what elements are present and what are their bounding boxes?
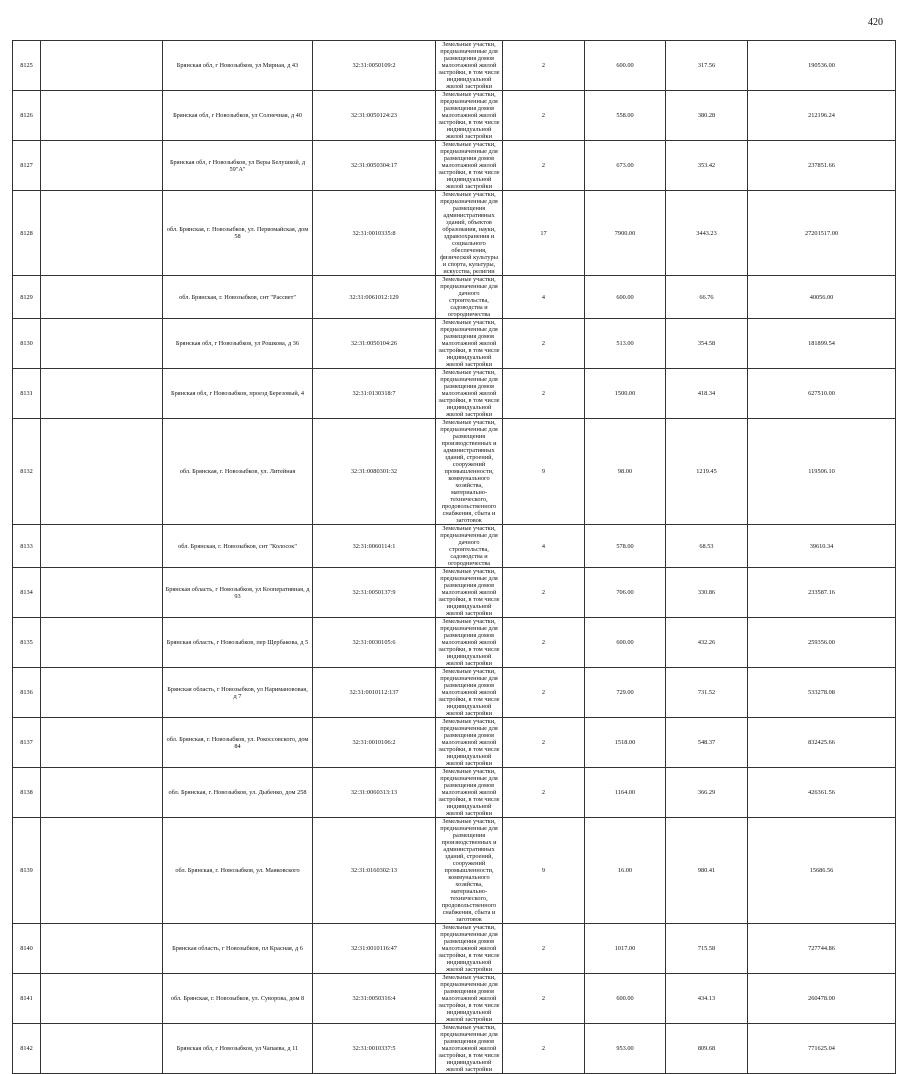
table-row [13, 41, 896, 91]
address-cell: Брянская обл, г Новозыбков, ул Мирная, д 43 [163, 41, 313, 91]
address-cell: Брянская обл, г Новозыбков, проезд Березовый, 4 [163, 369, 313, 419]
group-cell: 9 [503, 419, 585, 525]
unit-value-cell: 548.37 [666, 718, 748, 768]
table-row [13, 91, 896, 141]
unit-value-cell: 353.42 [666, 141, 748, 191]
land-use-cell: Земельные участки, предназначенные для дачного строительства, садоводства и огородничества [436, 276, 503, 319]
unit-value-cell: 380.28 [666, 91, 748, 141]
group-cell: 17 [503, 191, 585, 276]
land-use-cell: Земельные участки, предназначенные для дачного строительства, садоводства и огородничества [436, 525, 503, 568]
cadastral-number-cell: 32:31:0060313:13 [313, 768, 436, 818]
table-row [13, 974, 896, 1024]
address-cell: Брянская область, г Новозыбков, ул Нариманововая, д 7 [163, 668, 313, 718]
table-row [13, 276, 896, 319]
cadastral-value-cell: 771625.04 [748, 1024, 896, 1074]
cadastral-number-cell: 32:31:0080301:32 [313, 419, 436, 525]
unit-value-cell: 3443.23 [666, 191, 748, 276]
area-cell: 729.00 [585, 668, 666, 718]
cadastral-number-cell: 32:31:0010116:47 [313, 924, 436, 974]
area-cell: 1500.00 [585, 369, 666, 419]
area-cell: 600.00 [585, 618, 666, 668]
group-cell: 2 [503, 319, 585, 369]
table-body [13, 41, 896, 1074]
row-number: 8140 [13, 924, 41, 974]
area-cell: 953.00 [585, 1024, 666, 1074]
group-cell: 4 [503, 525, 585, 568]
area-cell: 16.00 [585, 818, 666, 924]
cadastral-value-cell: 533278.08 [748, 668, 896, 718]
cadastral-number-cell: 32:31:0010106:2 [313, 718, 436, 768]
cadastral-value-cell: 119506.10 [748, 419, 896, 525]
cadastral-value-table [12, 40, 896, 1074]
group-cell: 2 [503, 668, 585, 718]
cadastral-number-cell: 32:31:0050316:4 [313, 974, 436, 1024]
cadastral-value-cell: 832425.66 [748, 718, 896, 768]
table-row [13, 818, 896, 924]
group-cell: 2 [503, 718, 585, 768]
group-cell: 2 [503, 91, 585, 141]
cadastral-number-cell: 32:31:0010337:5 [313, 1024, 436, 1074]
land-use-cell: Земельные участки, предназначенные для размещения домов малоэтажной жилой застройки, в том числе индивидуальной жилой застройки [436, 618, 503, 668]
unit-value-cell: 317.56 [666, 41, 748, 91]
table-row [13, 568, 896, 618]
cadastral-value-cell: 27201517.00 [748, 191, 896, 276]
group-cell: 2 [503, 618, 585, 668]
blank-cell [41, 525, 163, 568]
land-use-cell: Земельные участки, предназначенные для размещения домов малоэтажной жилой застройки, в том числе индивидуальной жилой застройки [436, 974, 503, 1024]
cadastral-number-cell: 32:31:0050304:17 [313, 141, 436, 191]
group-cell: 2 [503, 369, 585, 419]
row-number: 8139 [13, 818, 41, 924]
land-use-cell: Земельные участки, предназначенные для размещения домов малоэтажной жилой застройки, в том числе индивидуальной жилой застройки [436, 141, 503, 191]
unit-value-cell: 1219.45 [666, 419, 748, 525]
blank-cell [41, 91, 163, 141]
cadastral-number-cell: 32:31:0050104:26 [313, 319, 436, 369]
blank-cell [41, 668, 163, 718]
unit-value-cell: 68.53 [666, 525, 748, 568]
blank-cell [41, 191, 163, 276]
land-use-cell: Земельные участки, предназначенные для размещения домов малоэтажной жилой застройки, в том числе индивидуальной жилой застройки [436, 41, 503, 91]
group-cell: 2 [503, 974, 585, 1024]
table-row [13, 419, 896, 525]
blank-cell [41, 924, 163, 974]
land-use-cell: Земельные участки, предназначенные для размещения домов малоэтажной жилой застройки, в том числе индивидуальной жилой застройки [436, 768, 503, 818]
blank-cell [41, 568, 163, 618]
cadastral-value-cell: 259356.00 [748, 618, 896, 668]
row-number: 8134 [13, 568, 41, 618]
group-cell: 2 [503, 924, 585, 974]
area-cell: 1518.00 [585, 718, 666, 768]
address-cell: Брянская обл, г Новозыбков, ул Чапаева, д 11 [163, 1024, 313, 1074]
blank-cell [41, 974, 163, 1024]
area-cell: 98.00 [585, 419, 666, 525]
cadastral-number-cell: 32:31:0030105:6 [313, 618, 436, 668]
blank-cell [41, 41, 163, 91]
row-number: 8129 [13, 276, 41, 319]
address-cell: Брянская область, г Новозыбков, пер Щербакова, д 5 [163, 618, 313, 668]
cadastral-number-cell: 32:31:0010112:137 [313, 668, 436, 718]
cadastral-number-cell: 32:31:0010335:8 [313, 191, 436, 276]
group-cell: 2 [503, 768, 585, 818]
unit-value-cell: 731.52 [666, 668, 748, 718]
address-cell: Брянская область, г Новозыбков, пл Красная, д 6 [163, 924, 313, 974]
row-number: 8127 [13, 141, 41, 191]
row-number: 8138 [13, 768, 41, 818]
group-cell: 2 [503, 568, 585, 618]
unit-value-cell: 434.13 [666, 974, 748, 1024]
area-cell: 600.00 [585, 974, 666, 1024]
table-row [13, 618, 896, 668]
table-row [13, 141, 896, 191]
cadastral-number-cell: 32:31:0050124:23 [313, 91, 436, 141]
address-cell: обл. Брянская, г. Новозыбков, снт "Колосок" [163, 525, 313, 568]
group-cell: 2 [503, 1024, 585, 1074]
unit-value-cell: 418.34 [666, 369, 748, 419]
group-cell: 2 [503, 141, 585, 191]
table-row [13, 1024, 896, 1074]
land-use-cell: Земельные участки, предназначенные для размещения домов малоэтажной жилой застройки, в том числе индивидуальной жилой застройки [436, 668, 503, 718]
cadastral-value-cell: 627510.00 [748, 369, 896, 419]
address-cell: Брянская область, г Новозыбков, ул Кооперативная, д 93 [163, 568, 313, 618]
cadastral-value-cell: 727744.86 [748, 924, 896, 974]
blank-cell [41, 718, 163, 768]
blank-cell [41, 319, 163, 369]
blank-cell [41, 618, 163, 668]
cadastral-number-cell: 32:31:0061012:129 [313, 276, 436, 319]
cadastral-number-cell: 32:31:0130318:7 [313, 369, 436, 419]
land-use-cell: Земельные участки, предназначенные для размещения производственных и административных зданий, строений, сооружений промышленности, коммунального хозяйства, материально-технического, продовольственного снабжения, сбыта и заготовок [436, 818, 503, 924]
land-use-cell: Земельные участки, предназначенные для размещения домов малоэтажной жилой застройки, в том числе индивидуальной жилой застройки [436, 924, 503, 974]
table-row [13, 319, 896, 369]
cadastral-number-cell: 32:31:0050109:2 [313, 41, 436, 91]
land-use-cell: Земельные участки, предназначенные для размещения домов малоэтажной жилой застройки, в том числе индивидуальной жилой застройки [436, 1024, 503, 1074]
blank-cell [41, 419, 163, 525]
land-use-cell: Земельные участки, предназначенные для размещения домов малоэтажной жилой застройки, в том числе индивидуальной жилой застройки [436, 718, 503, 768]
group-cell: 9 [503, 818, 585, 924]
blank-cell [41, 369, 163, 419]
address-cell: обл. Брянская, г. Новозыбков, ул. Маяковского [163, 818, 313, 924]
land-use-cell: Земельные участки, предназначенные для размещения производственных и административных зданий, строений, сооружений промышленности, коммунального хозяйства, материально-технического, продовольственного снабжения, сбыта и заготовок [436, 419, 503, 525]
address-cell: обл. Брянская, г. Новозыбков, ул. Суворова, дом 8 [163, 974, 313, 1024]
blank-cell [41, 818, 163, 924]
area-cell: 600.00 [585, 276, 666, 319]
row-number: 8128 [13, 191, 41, 276]
land-use-cell: Земельные участки, предназначенные для размещения домов малоэтажной жилой застройки, в том числе индивидуальной жилой застройки [436, 369, 503, 419]
unit-value-cell: 66.76 [666, 276, 748, 319]
unit-value-cell: 432.26 [666, 618, 748, 668]
cadastral-value-cell: 212196.24 [748, 91, 896, 141]
land-use-cell: Земельные участки, предназначенные для размещения домов малоэтажной жилой застройки, в том числе индивидуальной жилой застройки [436, 91, 503, 141]
row-number: 8142 [13, 1024, 41, 1074]
row-number: 8132 [13, 419, 41, 525]
address-cell: обл. Брянская, г. Новозыбков, ул. Дыбенко, дом 258 [163, 768, 313, 818]
group-cell: 2 [503, 41, 585, 91]
address-cell: обл. Брянская, г. Новозыбков, снт "Рассвет" [163, 276, 313, 319]
land-use-cell: Земельные участки, предназначенные для размещения домов малоэтажной жилой застройки, в том числе индивидуальной жилой застройки [436, 319, 503, 369]
blank-cell [41, 1024, 163, 1074]
address-cell: Брянская обл, г Новозыбков, ул Рошкова, д 36 [163, 319, 313, 369]
area-cell: 1017.00 [585, 924, 666, 974]
cadastral-number-cell: 32:31:0060114:1 [313, 525, 436, 568]
unit-value-cell: 330.86 [666, 568, 748, 618]
group-cell: 4 [503, 276, 585, 319]
unit-value-cell: 715.58 [666, 924, 748, 974]
blank-cell [41, 768, 163, 818]
cadastral-value-cell: 233587.16 [748, 568, 896, 618]
cadastral-value-cell: 15686.56 [748, 818, 896, 924]
row-number: 8133 [13, 525, 41, 568]
address-cell: Брянская обл, г Новозыбков, ул Солнечная, д 40 [163, 91, 313, 141]
row-number: 8125 [13, 41, 41, 91]
area-cell: 600.00 [585, 41, 666, 91]
area-cell: 558.00 [585, 91, 666, 141]
unit-value-cell: 809.68 [666, 1024, 748, 1074]
area-cell: 578.00 [585, 525, 666, 568]
area-cell: 513.00 [585, 319, 666, 369]
area-cell: 706.00 [585, 568, 666, 618]
area-cell: 7900.00 [585, 191, 666, 276]
cadastral-value-cell: 181899.54 [748, 319, 896, 369]
blank-cell [41, 276, 163, 319]
cadastral-value-cell: 40056.00 [748, 276, 896, 319]
address-cell: Брянская обл, г Новозыбков, ул Веры Белушкой, д 59"А" [163, 141, 313, 191]
page-number: 420 [868, 17, 883, 28]
row-number: 8141 [13, 974, 41, 1024]
table-row [13, 525, 896, 568]
blank-cell [41, 141, 163, 191]
address-cell: обл. Брянская, г. Новозыбков, ул. Литейная [163, 419, 313, 525]
row-number: 8131 [13, 369, 41, 419]
address-cell: обл. Брянская, г. Новозыбков, ул. Рокоссовского, дом 84 [163, 718, 313, 768]
land-use-cell: Земельные участки, предназначенные для размещения административных зданий, объектов образования, науки, здравоохранения и социального обеспечения, физической культуры и спорта, культуры, искусства, религии [436, 191, 503, 276]
cadastral-value-cell: 190536.00 [748, 41, 896, 91]
cadastral-value-cell: 426361.56 [748, 768, 896, 818]
row-number: 8135 [13, 618, 41, 668]
cadastral-number-cell: 32:31:0160302:13 [313, 818, 436, 924]
cadastral-value-cell: 39610.34 [748, 525, 896, 568]
row-number: 8126 [13, 91, 41, 141]
unit-value-cell: 354.58 [666, 319, 748, 369]
unit-value-cell: 366.29 [666, 768, 748, 818]
row-number: 8136 [13, 668, 41, 718]
row-number: 8130 [13, 319, 41, 369]
area-cell: 1164.00 [585, 768, 666, 818]
land-use-cell: Земельные участки, предназначенные для размещения домов малоэтажной жилой застройки, в том числе индивидуальной жилой застройки [436, 568, 503, 618]
table-row [13, 369, 896, 419]
unit-value-cell: 980.41 [666, 818, 748, 924]
area-cell: 673.00 [585, 141, 666, 191]
cadastral-value-cell: 237851.66 [748, 141, 896, 191]
table-row [13, 924, 896, 974]
table-row [13, 668, 896, 718]
table-row [13, 718, 896, 768]
cadastral-number-cell: 32:31:0050137:9 [313, 568, 436, 618]
cadastral-value-cell: 260478.00 [748, 974, 896, 1024]
table-row [13, 191, 896, 276]
address-cell: обл. Брянская, г. Новозыбков, ул. Первомайская, дом 58 [163, 191, 313, 276]
row-number: 8137 [13, 718, 41, 768]
table-row [13, 768, 896, 818]
